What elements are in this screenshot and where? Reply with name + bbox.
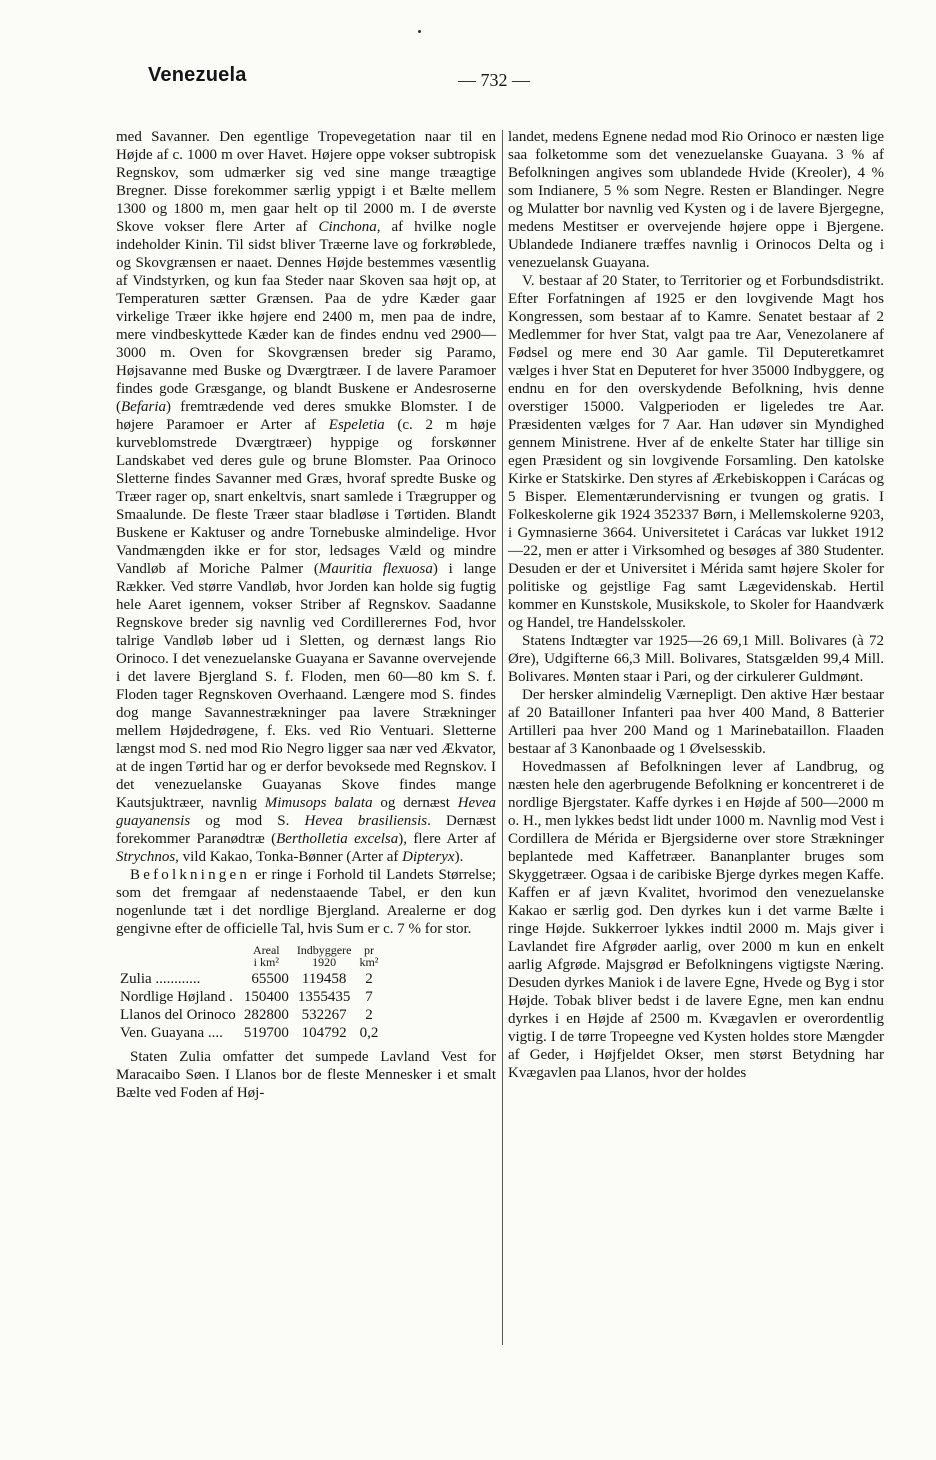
paragraph-vegetation: med Savanner. Den egentlige Tropevegetation naar til en Højde af c. 1000 m over Havet. Højere oppe vokser subtropisk Regnskov, som udmærker sig ved sine mange træagtige Bregner. Disse forekommer særlig yppigt i et Bælte mellem 1300 og 1800 m, men gaar helt op til 2000 m. I de øverste Skove vokser flere Arter af Cinchona, af hvilke nogle indeholder Kinin. Til sidst bliver Træerne lave og forkrøblede, og Skovgrænsen er naaet. Dennes Højde bestemmes væsentlig af Vindstyrken, og kun faa Steder naar Skoven saa højt op, at Temperaturen sætter Grænsen. Paa de ydre Kæder gaar virkelige Træer ikke højere end 2400 m, men paa de indre, mere vindbeskyttede Kæder kan de findes endnu ved 2900—3000 m. Oven for Skovgrænsen breder sig Paramo, Højsavanne med Buske og Dværgtræer. I de lavere Paramoer findes gode Græsgange, og blandt Buskene er Andesroserne (Befaria) fremtrædende ved deres smukke Blomster. I de højere Paramoer er Arter af Espeletia (c. 2 m høje kurveblomstrede Dværgtræer) hyppige og forskønner Landskabet ved deres gule og brune Blomster. Paa Orinoco Sletterne findes Savanner med Græs, hvoraf spredte Buske og Træer rager op, snart enkeltvis, snart samlede i Trægrupper og Smaalunde. De fleste Træer staar bladløse i Tørtiden. Blandt Buskene er Kaktuser og andre Tornebuske almindelige. Hvor Vandmængden ikke er for stor, ledsages Væld og mindre Vandløb af Moriche Palmer (Mauritia flexuosa) i lange Rækker. Ved større Vandløb, hvor Jorden kan holde sig fugtig hele Aaret igennem, vokser Striber af Regnskov. Saadanne Regnskove breder sig navnlig ved Cordillerernes Fod, hvor talrige Vandløb løber ud i Sletten, og dernæst langs Rio Orinoco. I det venezuelanske Guayana er Savanne overvejende i det lavere Bjergland S. f. Floden, men 60—80 km S. f. Floden tager Regnskoven Overhaand. Længere mod S. findes dog mange Savannestrækninger paa lavere Strækninger mellem Højdedrøgene, f. Eks. ved Rio Ventuari. Sletterne længst mod S. ned mod Rio Negro ligger saa nær ved Ækvator, at de ingen Tørtid har og er derfor bevoksede med Regnskov. I det venezuelanske Guayanas Skove findes mange Kautsjuktræer, navnlig Mimusops balata og dernæst Hevea guayanensis og mod S. Hevea brasiliensis. Dernæst forekommer Paranødtræ (Bertholletia excelsa), flere Arter af Strychnos, vild Kakao, Tonka-Bønner (Arter af Dipteryx). bbox=[116, 129, 496, 865]
paragraph-agriculture: Hovedmassen af Befolkningen lever af Landbrug, og næsten hele den agerbrugende Befolkning er koncentreret i de nordlige Bjergstater. Kaffe dyrkes i en Højde af 500—2000 m o. H., men lykkes bedst lidt under 1000 m. Navnlig mod Vest i Cordillera de Mérida er Bjergsiderne over store Strækninger beplantede med Kaffetræer. Bananplanter bruges som Skyggetræer. Ogsaa i de caribiske Bjerge dyrkes megen Kaffe. Kaffen er af jævn Kvalitet, hvorimod den venezuelanske Kakao er særlig god. Den dyrkes kun i det varme Bælte i ringe Højde. Sukkerroer lykkes indtil 2000 m. Majs giver i Lavlandet fire Afgrøder aarlig, over 2000 m kun en enkelt aarlig Afgrøde. Majsgrød er Befolkningens vigtigste Næring. Desuden dyrkes Maniok i de lavere Egne, Hvede og Byg i stor Højde. Tobak bliver bedst i de lavere Egne, men kan endnu dyrkes i en Højde af 2500 m. Kvægavlen er overordentlig vigtig. I de tørre Tropeegne ved Kysten holdes store Mængder af Geder, i Højfjeldet Okser, men størst Betydning har Kvægavlen paa Llanos, hvor der holdes bbox=[508, 759, 884, 1081]
table-row: Llanos del Orinoco 282800 532267 2 bbox=[120, 1007, 373, 1023]
column-divider bbox=[502, 130, 503, 1345]
column-header-area: Areal i km² bbox=[252, 943, 280, 969]
paragraph-finance: Statens Indtægter var 1925—26 69,1 Mill. Bolivares (à 72 Øre), Udgifterne 66,3 Mill. Bolivares, Statsgælden 99,4 Mill. Bolivares. Mønten staar i Pari, og der cirkulerer Guldmønt. bbox=[508, 633, 884, 685]
page-number: — 732 — bbox=[458, 70, 530, 90]
paragraph-government: V. bestaar af 20 Stater, to Territorier og et Forbundsdistrikt. Efter Forfatningen af 1925 er den lovgivende Magt hos Kongressen, som bestaar af to Kamre. Senatet bestaar af 2 Medlemmer for hver Stat, valgt paa tre Aar, Venezolanere af Fødsel og mere end 30 Aar gamle. Til Deputeretkamret vælges i hver Stat en Deputeret for hver 35000 Indbyggere, og endnu en for den overskydende Befolkning, hvis denne overstiger 15000. Valgperioden er ligeledes tre Aar. Præsidenten vælges for 7 Aar. Han udøver sin Myndighed gennem Ministrene. Hver af de enkelte Stater har tillige sin egen Præsident og sin lovgivende Forsamling. Den katolske Kirke er Statskirke. Den styres af Ærkebiskoppen i Carácas og 5 Bisper. Elementærundervisning er tvungen og gratis. I Folkeskolerne gik 1924 352337 Børn, i Mellemskolerne 9203, i Gymnasierne 3664. Universitetet i Carácas var lukket 1912—22, men er atter i Virksomhed og besøges af 380 Studenter. Desuden er der et Universitet i Mérida samt højere Skoler for politiske og gejstlige Fag samt Lægevidenskab. Hertil kommer en Kunstskole, Musikskole, to Skoler for Haandværk og Handel, tre Handelsskoler. bbox=[508, 273, 884, 631]
table-row: Zulia ............ 65500 119458 2 bbox=[120, 971, 373, 987]
left-column bbox=[116, 128, 496, 1102]
right-column bbox=[508, 128, 884, 1082]
page-title: Venezuela bbox=[148, 64, 247, 86]
print-speck bbox=[418, 30, 421, 33]
table-row: Nordlige Højland . 150400 1355435 7 bbox=[120, 989, 373, 1005]
column-header-density: pr km² bbox=[359, 943, 379, 969]
population-table bbox=[116, 944, 382, 1042]
column-header-population: Indbyggere 1920 bbox=[296, 943, 352, 969]
paragraph-ethnicity: landet, medens Egnene nedad mod Rio Orinoco er næsten lige saa folketomme som det venezuelanske Guayana. 3 % af Befolkningen angives som ublandede Hvide (Kreoler), 4 % som Indianere, 5 % som Negre. Resten er Blandinger. Negre og Mulatter bor navnlig ved Kysten og i de lavere Bjergegne, medens Mestitser er overvejende højere oppe i Bjergene. Ublandede Indianere træffes navnlig i Orinocos Delta og i venezuelansk Guayana. bbox=[508, 129, 884, 271]
paragraph-population: Befolkningen er ringe i Forhold til Landets Størrelse; som det fremgaar af nedenstaaende Tabel, er den kun nogenlunde tæt i det nordlige Bjergland. Arealerne er dog gengivne efter de officielle Tal, hvis Sum er c. 7 % for stor. bbox=[116, 867, 496, 937]
paragraph-military: Der hersker almindelig Værnepligt. Den aktive Hær bestaar af 20 Batailloner Infanteri paa hver 400 Mand, 8 Batterier Artilleri paa hver 200 Mand og 1 Marinebataillon. Flaaden bestaar af 3 Kanonbaade og 1 Øvelsesskib. bbox=[508, 687, 884, 757]
table-row: Ven. Guayana .... 519700 104792 0,2 bbox=[120, 1025, 379, 1041]
paragraph-zulia: Staten Zulia omfatter det sumpede Lavland Vest for Maracaibo Søen. I Llanos bor de fleste Mennesker i et smalt Bælte ved Foden af Høj- bbox=[116, 1049, 496, 1101]
